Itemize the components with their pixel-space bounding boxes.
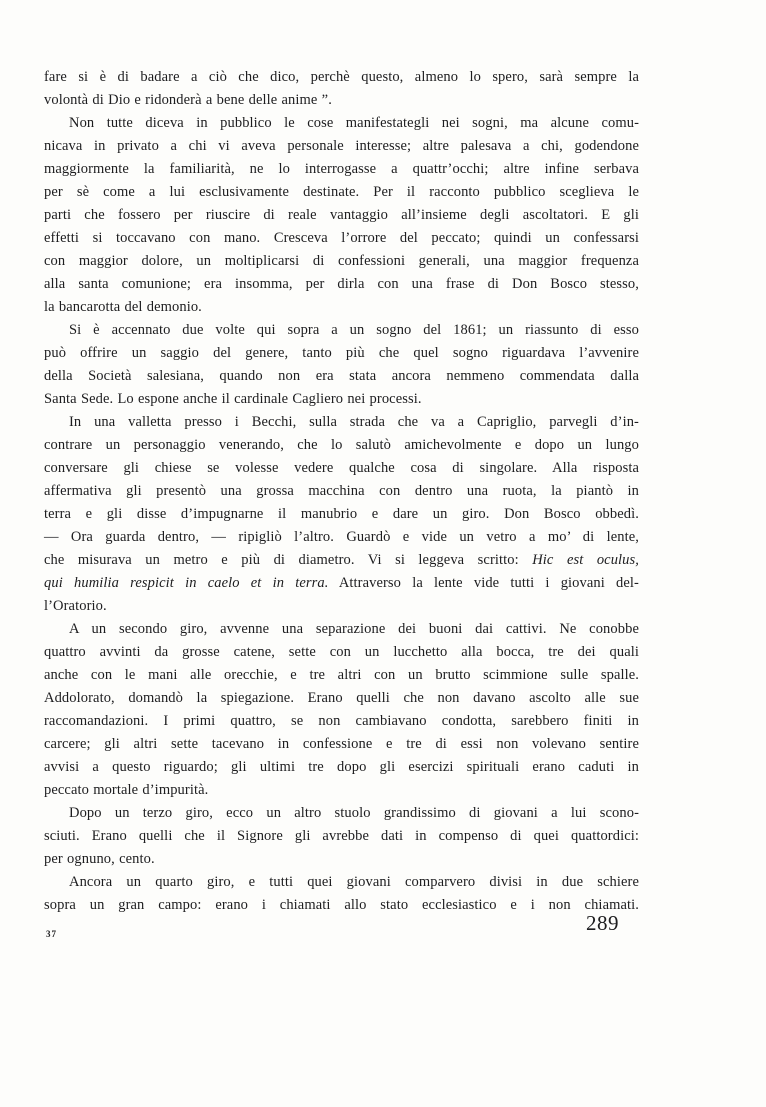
text-line: fare si è di badare a ciò che dico, perchè questo, almeno lo spero, sarà sempre la <box>44 69 639 85</box>
text-line: quattro avvinti da grosse catene, sette con un lucchetto alla bocca, tre dei quali <box>44 644 639 660</box>
text-line: Dopo un terzo giro, ecco un altro stuolo grandissimo di giovani a lui scono- <box>69 805 639 821</box>
text-line: per sè come a lui esclusivamente destinate. Per il racconto pubblico sceglieva le <box>44 184 639 200</box>
text-line: maggiormente la familiarità, ne lo interrogasse a quattr’occhi; altre infine serbava <box>44 161 639 177</box>
text-line: conversare gli chiese se volesse vedere qualche cosa di singolare. Alla risposta <box>44 460 639 476</box>
text-line: la bancarotta del demonio. <box>44 299 202 315</box>
paragraph <box>44 112 639 319</box>
text-line: — Ora guarda dentro, — ripigliò l’altro. Guardò e vide un vetro a mo’ di lente, <box>44 529 639 545</box>
text-line: terra e gli disse d’impugnarne il manubrio e dare un giro. Don Bosco obbedì. <box>44 506 639 522</box>
text-line: sciuti. Erano quelli che il Signore gli avrebbe dati in compenso di quei quattordici: <box>44 828 639 844</box>
paragraph <box>44 802 639 871</box>
text-line: Addolorato, domandò la spiegazione. Erano quelli che non davano ascolto alle sue <box>44 690 639 706</box>
text-line: Santa Sede. Lo espone anche il cardinale Cagliero nei processi. <box>44 391 422 407</box>
text-line: che misurava un metro e più di diametro. Vi si leggeva scritto: Hic est oculus, <box>44 552 639 568</box>
paragraph <box>44 319 639 411</box>
text-line: Si è accennato due volte qui sopra a un sogno del 1861; un riassunto di esso <box>69 322 639 338</box>
text-line: peccato mortale d’impurità. <box>44 782 209 798</box>
text-line: carcere; gli altri sette tacevano in confessione e tre di essi non volevano sentire <box>44 736 639 752</box>
text-line: l’Oratorio. <box>44 598 107 614</box>
text-line: anche con le mani alle orecchie, e tre altri con un brutto scimmione sulle spalle. <box>44 667 639 683</box>
text-line: contrare un personaggio venerando, che lo salutò amichevolmente e dopo un lungo <box>44 437 639 453</box>
text-line: sopra un gran campo: erano i chiamati allo stato ecclesiastico e i non chiamati. <box>44 897 639 913</box>
text-line: avvisi a questo riguardo; gli ultimi tre dopo gli esercizi spirituali erano caduti in <box>44 759 639 775</box>
page-number: 289 <box>586 911 619 935</box>
paragraph <box>44 411 639 618</box>
text-line: effetti si toccavano con mano. Cresceva l’orrore del peccato; quindi un confessarsi <box>44 230 639 246</box>
paragraph <box>44 66 639 112</box>
text-line: parti che fossero per riuscire di reale vantaggio all’insieme degli ascoltatori. E gli <box>44 207 639 223</box>
text-line: nicava in privato a chi vi aveva personale interesse; altre palesava a chi, godendone <box>44 138 639 154</box>
text-line: volontà di Dio e ridonderà a bene delle anime ”. <box>44 92 332 108</box>
text-line: della Società salesiana, quando non era stata ancora nemmeno commendata dalla <box>44 368 639 384</box>
text-line: In una valletta presso i Becchi, sulla strada che va a Capriglio, parvegli d’in- <box>69 414 639 430</box>
page-text <box>44 66 639 917</box>
text-line: qui humilia respicit in caelo et in terra. Attraverso la lente vide tutti i giovani del- <box>44 575 639 591</box>
text-line: Ancora un quarto giro, e tutti quei giovani comparvero divisi in due schiere <box>69 874 639 890</box>
text-line: affermativa gli presentò una grossa macchina con dentro una ruota, la piantò in <box>44 483 639 499</box>
text-line: alla santa comunione; era insomma, per dirla con una frase di Don Bosco stesso, <box>44 276 639 292</box>
text-line: A un secondo giro, avvenne una separazione dei buoni dai cattivi. Ne conobbe <box>69 621 639 637</box>
text-line: raccomandazioni. I primi quattro, se non cambiavano condotta, sarebbero finiti in <box>44 713 639 729</box>
signature-mark: 37 <box>46 929 57 939</box>
text-line: può offrire un saggio del genere, tanto più che quel sogno riguardava l’avvenire <box>44 345 639 361</box>
paragraph <box>44 871 639 917</box>
paragraph <box>44 618 639 802</box>
text-line: Non tutte diceva in pubblico le cose manifestategli nei sogni, ma alcune comu- <box>69 115 639 131</box>
text-line: per ognuno, cento. <box>44 851 155 867</box>
text-line: con maggior dolore, un moltiplicarsi di confessioni generali, una maggior frequenza <box>44 253 639 269</box>
